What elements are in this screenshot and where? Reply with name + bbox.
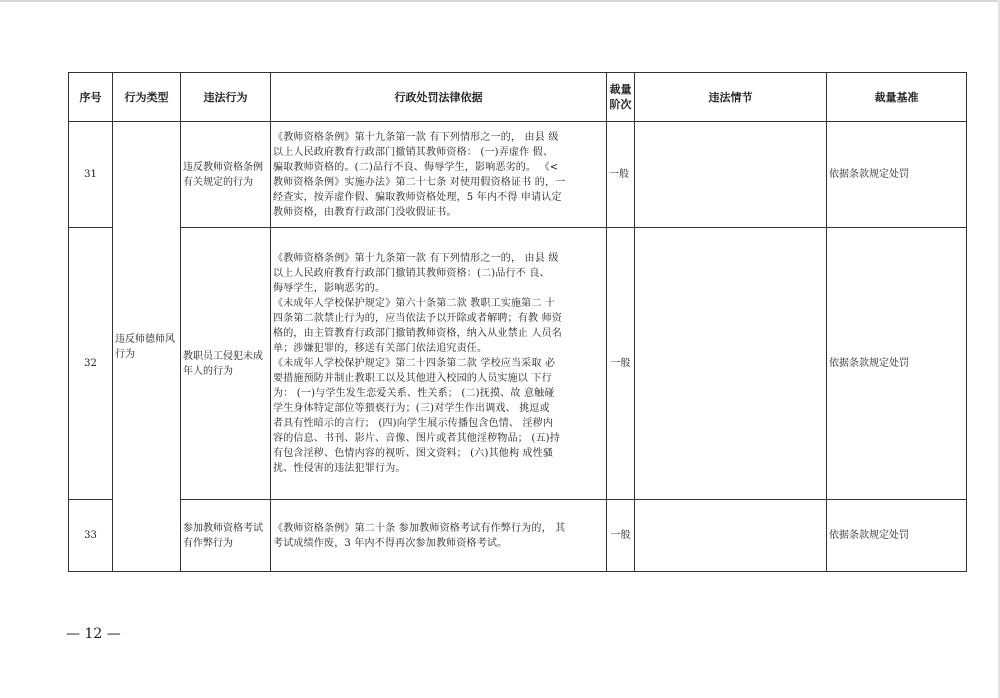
row-circumstance (635, 122, 827, 228)
row-seq: 33 (69, 500, 113, 572)
basis-line: 教师资格，由教育行政部门没收假证书。 (273, 206, 457, 218)
header-standard: 裁量基准 (827, 73, 967, 122)
table-row (69, 228, 967, 500)
row-level: 一般 (607, 228, 635, 500)
basis-line: 侮辱学生，影响恶劣的。 (273, 283, 386, 294)
row-type-group: 违反师德师风行为 (113, 122, 181, 572)
basis-line: 格的，由主管教育行政部门撤销教师资格，纳入从业禁止 人员名 (273, 328, 562, 339)
basis-line: 为： (一)与学生发生恋爱关系、性关系； (二)抚摸、故 意触碰 (273, 388, 555, 399)
basis-line: 经查实，按弄虚作假、骗取教师资格处理，5 年内不得 申请认定 (273, 191, 562, 203)
row-standard: 依据条款规定处罚 (827, 122, 967, 228)
header-seq: 序号 (69, 73, 113, 122)
row-basis (271, 228, 607, 500)
row-standard: 依据条款规定处罚 (827, 228, 967, 500)
row-seq: 32 (69, 228, 113, 500)
header-circumstance: 违法情节 (635, 73, 827, 122)
basis-line: 扰、性侵害的违法犯罪行为。 (273, 463, 406, 474)
basis-line: 《教师资格条例》第十九条第一款 有下列情形之一的， 由县 级 (273, 253, 559, 264)
table-row (69, 122, 967, 228)
header-type: 行为类型 (113, 73, 181, 122)
basis-line: 容的信息、书刊、影片、音像、图片或者其他淫秽物品； (五)持 (273, 433, 560, 444)
header-violation: 违法行为 (181, 73, 271, 122)
header-level: 裁量阶次 (607, 73, 635, 122)
table-header-row (69, 73, 967, 122)
basis-line: 单；涉嫌犯罪的，移送有关部门依法追究责任。 (273, 343, 488, 354)
row-level: 一般 (607, 500, 635, 572)
row-basis (271, 500, 607, 572)
basis-line: 骗取教师资格的。(二)品行不良、侮辱学生，影响恶劣的。 《< (273, 161, 559, 173)
basis-line: 《教师资格条例》第十九条第一款 有下列情形之一的， 由县 级 (273, 131, 559, 143)
basis-line: 四条第二款禁止行为的，应当依法予以开除或者解聘；有教 师资 (273, 313, 562, 324)
page-number: — 12 — (66, 626, 121, 642)
basis-line: 《未成年人学校保护规定》第六十条第二款 教职工实施第二 十 (273, 298, 556, 309)
page-top-edge (0, 0, 1000, 2)
basis-line: 有包含淫秽、色情内容的视听、图文资料； (六)其他构 成性骚 (273, 448, 554, 459)
row-level: 一般 (607, 122, 635, 228)
row-standard: 依据条款规定处罚 (827, 500, 967, 572)
basis-line: 《教师资格条例》第二十条 参加教师资格考试有作弊行为的， 其 (273, 522, 566, 534)
basis-line: 学生身体特定部位等猥亵行为；(三)对学生作出调戏、 挑逗或 (273, 403, 550, 414)
basis-line: 教师资格条例》实施办法》第二十七条 对使用假资格证书 的，一 (273, 176, 566, 188)
basis-line: 以上人民政府教育行政部门撤销其教师资格：(二)品行不 良、 (273, 268, 550, 279)
row-violation: 教职员工侵犯未成年人的行为 (181, 228, 271, 500)
basis-line: 《未成年人学校保护规定》第二十四条第二款 学校应当采取 必 (273, 358, 556, 369)
row-circumstance (635, 500, 827, 572)
basis-line: 以上人民政府教育行政部门撤销其教师资格： (一)弄虚作 假、 (273, 146, 554, 158)
basis-line: 要措施预防并制止教职工以及其他进入校园的人员实施以 下行 (273, 373, 552, 384)
row-basis (271, 122, 607, 228)
row-violation: 违反教师资格条例有关规定的行为 (181, 122, 271, 228)
row-violation: 参加教师资格考试有作弊行为 (181, 500, 271, 572)
row-circumstance (635, 228, 827, 500)
row-seq: 31 (69, 122, 113, 228)
header-basis: 行政处罚法律依据 (271, 73, 607, 122)
table-row (69, 500, 967, 572)
basis-line: 者具有性暗示的言行； (四)向学生展示传播包含色情、 淫秽内 (273, 418, 554, 429)
basis-line: 考试成绩作废，3 年内不得再次参加教师资格考试。 (273, 537, 508, 549)
penalty-table (68, 72, 967, 572)
